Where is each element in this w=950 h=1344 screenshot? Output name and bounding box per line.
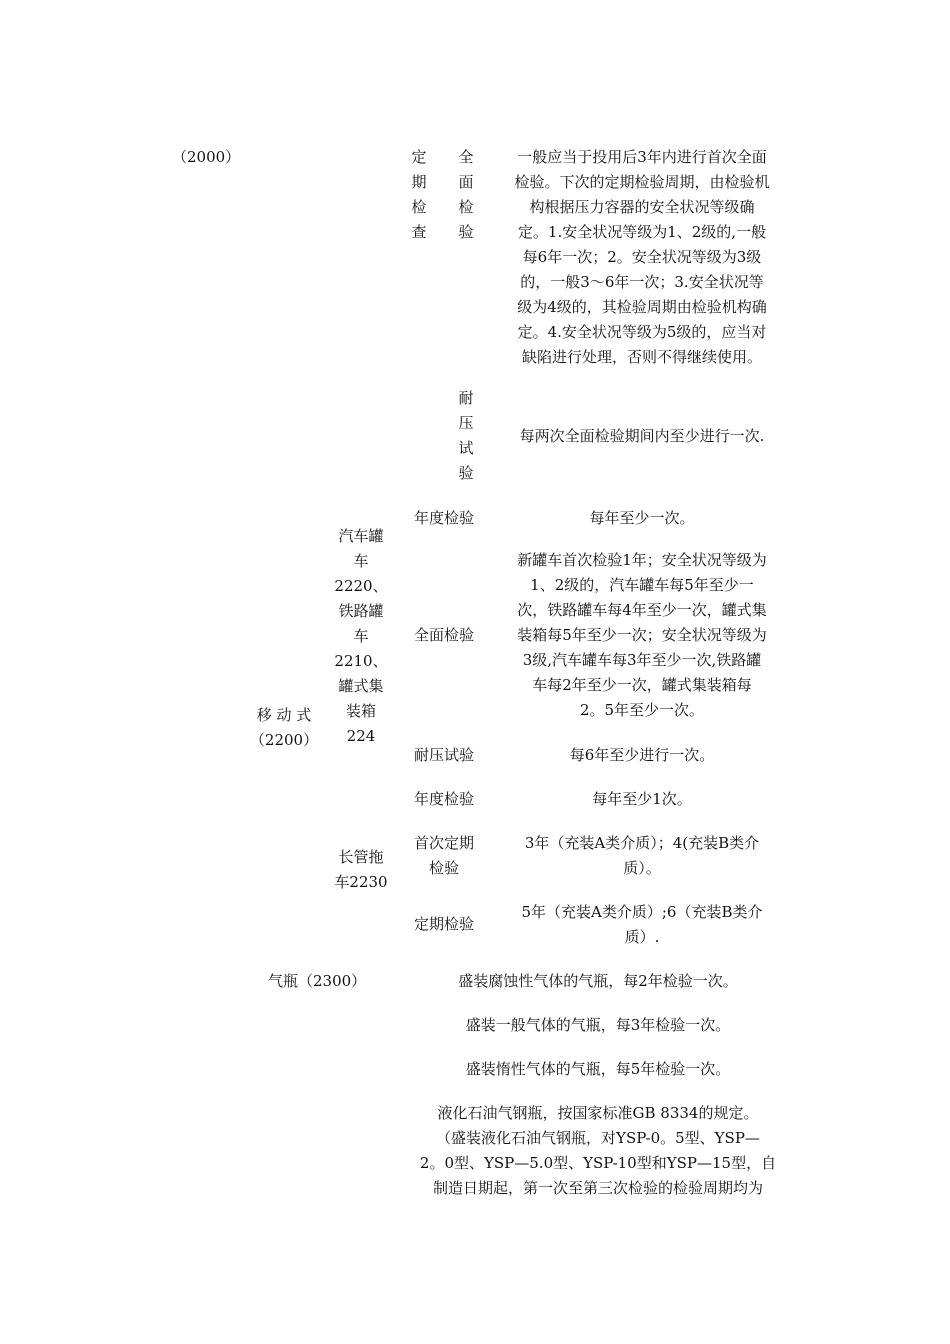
label-line: 224 (346, 727, 376, 745)
label-char: 面 (458, 173, 474, 191)
tanker-group-label (330, 524, 392, 749)
label-line: 罐式集 (338, 677, 384, 695)
label-line: 铁路罐 (338, 602, 384, 620)
pressure-test-label (455, 386, 477, 486)
tube-trailer-group-label (330, 845, 392, 895)
text-line: 2。5年至少一次。 (579, 701, 705, 719)
label-char: 验 (458, 464, 474, 482)
tanker-pressure-text: 每6年至少进行一次。 (569, 746, 715, 764)
text-line: 级为4级的，其检验周期由检验机构确 (517, 298, 767, 316)
label-line: 车 (353, 552, 369, 570)
label-char: 期 (411, 173, 427, 191)
text-line: 3年（充装A类介质）；4(充装B类介 (524, 834, 760, 852)
label-line: 装箱 (345, 702, 376, 720)
cylinder-rule: 盛装一般气体的气瓶，每3年检验一次。 (465, 1016, 731, 1034)
label-char: 定 (411, 148, 427, 166)
label-char: 全 (458, 148, 474, 166)
text-line: 检验。下次的定期检验周期，由检验机 (514, 173, 770, 191)
text-line: 的，一般3～6年一次；3.安全状况等 (520, 273, 764, 291)
label-char: 查 (411, 223, 427, 241)
label-char: 试 (458, 439, 474, 457)
trailer-periodic-label: 定期检验 (413, 915, 474, 933)
trailer-periodic-text (492, 900, 792, 950)
trailer-first-label (404, 831, 484, 881)
label-char: 验 (458, 223, 474, 241)
label-char: 检 (411, 198, 427, 216)
full-inspection-label (455, 145, 477, 245)
text-line: 次，铁路罐车每4年至少一次，罐式集 (517, 601, 767, 619)
text-line: 3级,汽车罐车每3年至少一次,铁路罐 (522, 651, 762, 669)
label-line: 车 (353, 627, 369, 645)
label-line: 2220、 (334, 577, 388, 595)
tanker-annual-text: 每年至少一次。 (589, 509, 695, 527)
text-line: 质）. (624, 928, 660, 946)
text-line: 2。0型、YSP—5.0型、YSP-10型和YSP—15型，自 (419, 1154, 777, 1172)
text-line: 1、2级的，汽车罐车每5年至少一 (530, 576, 754, 594)
label-line: 车2230 (334, 873, 388, 891)
text-line: 一般应当于投用后3年内进行首次全面 (517, 148, 767, 166)
text-line: 新罐车首次检验1年；安全状况等级为 (517, 551, 767, 569)
label-line: 长管拖 (338, 848, 384, 866)
mobile-category-label (242, 703, 326, 753)
label-line: 移 动 式 (256, 706, 312, 724)
trailer-annual-text: 每年至少1次。 (592, 790, 692, 808)
text-line: 定。1.安全状况等级为1、2级的,一般 (517, 223, 767, 241)
label-line: （2200） (249, 731, 319, 749)
text-line: 质）。 (623, 859, 661, 877)
category-code-label: （2000） (172, 148, 241, 166)
cylinder-category-label: 气瓶（2300） (268, 972, 367, 990)
tanker-full-text (492, 548, 792, 723)
text-line: （盛装液化石油气钢瓶，对YSP-0。5型、YSP— (436, 1129, 760, 1147)
text-line: 制造日期起，第一次至第三次检验的检验周期均为 (432, 1179, 763, 1197)
text-line: 装箱每5年至少一次；安全状况等级为 (517, 626, 767, 644)
text-line: 每6年一次；2。安全状况等级为3级 (522, 248, 762, 266)
label-line: 2210、 (334, 652, 388, 670)
trailer-first-text (492, 831, 792, 881)
label-char: 压 (458, 414, 474, 432)
label-line: 首次定期 (413, 834, 474, 852)
text-line: 构根据压力容器的安全状况等级确 (529, 198, 755, 216)
tanker-annual-label: 年度检验 (413, 509, 474, 527)
cylinder-rule: 盛装腐蚀性气体的气瓶，每2年检验一次。 (458, 972, 738, 990)
label-char: 耐 (458, 389, 474, 407)
label-line: 汽车罐 (338, 527, 384, 545)
text-line: 液化石油气钢瓶，按国家标准GB 8334的规定。 (437, 1104, 759, 1122)
text-line: 5年（充装A类介质）;6（充装B类介 (521, 903, 763, 921)
pressure-test-text: 每两次全面检验期间内至少进行一次. (519, 427, 765, 445)
text-line: 缺陷进行处理，否则不得继续使用。 (521, 348, 762, 366)
lpg-cylinder-text (404, 1101, 792, 1201)
text-line: 定。4.安全状况等级为5级的，应当对 (517, 323, 767, 341)
tanker-full-label: 全面检验 (413, 626, 474, 644)
trailer-annual-label: 年度检验 (413, 790, 474, 808)
label-char: 检 (458, 198, 474, 216)
text-line: 车每2年至少一次，罐式集装箱每 (532, 676, 752, 694)
full-inspection-text (492, 145, 792, 370)
cylinder-rule: 盛装惰性气体的气瓶，每5年检验一次。 (465, 1060, 731, 1078)
tanker-pressure-label: 耐压试验 (413, 746, 474, 764)
label-line: 检验 (428, 859, 459, 877)
periodic-inspection-label (408, 145, 430, 245)
